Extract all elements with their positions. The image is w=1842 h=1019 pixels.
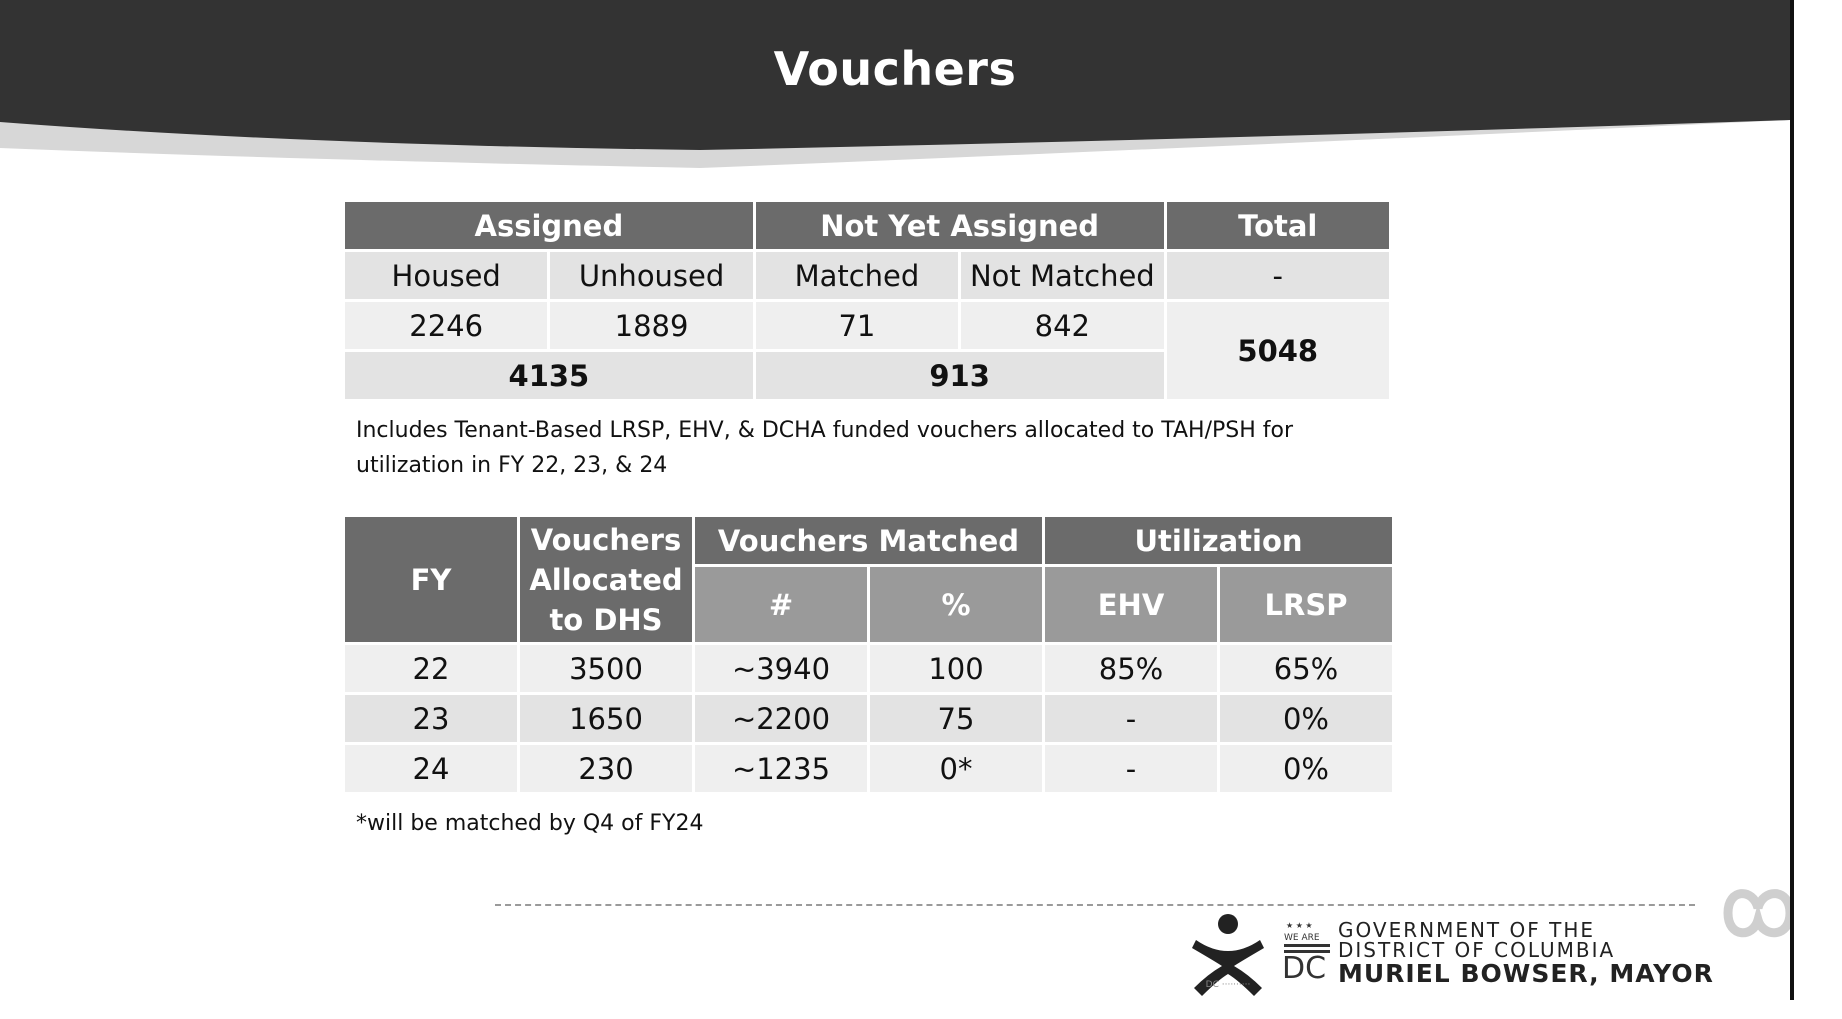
- allocated-cell: 3500: [520, 645, 692, 692]
- percent-cell: 100: [870, 645, 1042, 692]
- matched-value: 71: [756, 302, 958, 349]
- percent-cell: 0*: [870, 745, 1042, 792]
- utilization-header: Utilization: [1045, 517, 1392, 564]
- decorative-loop-icon: [1718, 878, 1790, 948]
- count-cell: ~2200: [695, 695, 867, 742]
- not-matched-value: 842: [961, 302, 1163, 349]
- allocated-cell: 1650: [520, 695, 692, 742]
- ehv-cell: -: [1045, 745, 1217, 792]
- housed-label: Housed: [345, 252, 547, 299]
- assigned-header: Assigned: [345, 202, 753, 249]
- svg-text:DC: DC: [1282, 951, 1327, 980]
- lrsp-cell: 0%: [1220, 695, 1392, 742]
- unhoused-label: Unhoused: [550, 252, 752, 299]
- count-header: #: [695, 567, 867, 642]
- housed-value: 2246: [345, 302, 547, 349]
- total-sublabel: -: [1167, 252, 1389, 299]
- table-row: [345, 645, 1392, 692]
- allocated-cell: 230: [520, 745, 692, 792]
- not-yet-assigned-header: Not Yet Assigned: [756, 202, 1164, 249]
- table-row: [345, 695, 1392, 742]
- total-header: Total: [1167, 202, 1389, 249]
- lrsp-cell: 65%: [1220, 645, 1392, 692]
- allocated-header: Vouchers Allocated to DHS: [520, 517, 692, 642]
- count-cell: ~3940: [695, 645, 867, 692]
- table1-note: Includes Tenant-Based LRSP, EHV, & DCHA funded vouchers allocated to TAH/PSH for utilization in FY 22, 23, & 24: [356, 418, 1294, 478]
- footer-divider: [495, 904, 1695, 906]
- percent-header: %: [870, 567, 1042, 642]
- gov-line-2: DISTRICT OF COLUMBIA: [1338, 938, 1616, 962]
- table2-footnote: *will be matched by Q4 of FY24: [356, 811, 704, 836]
- slide-edge: [1790, 0, 1794, 1000]
- lrsp-cell: 0%: [1220, 745, 1392, 792]
- mayor-line: MURIEL BOWSER, MAYOR: [1338, 959, 1714, 988]
- page-title: Vouchers: [773, 42, 1017, 96]
- matched-label: Matched: [756, 252, 958, 299]
- count-cell: ~1235: [695, 745, 867, 792]
- ehv-header: EHV: [1045, 567, 1217, 642]
- percent-cell: 75: [870, 695, 1042, 742]
- table-row: [345, 745, 1392, 792]
- total-value: 5048: [1167, 302, 1389, 399]
- fy-cell: 22: [345, 645, 517, 692]
- agency-logo-caption: DC ··········: [1205, 980, 1251, 990]
- ehv-cell: -: [1045, 695, 1217, 742]
- assignment-table: [342, 199, 1392, 402]
- fy-cell: 24: [345, 745, 517, 792]
- svg-text:★ ★ ★: ★ ★ ★: [1286, 921, 1313, 930]
- not-yet-assigned-subtotal: 913: [756, 352, 1164, 399]
- utilization-table: [342, 514, 1395, 795]
- vouchers-matched-header: Vouchers Matched: [695, 517, 1042, 564]
- gov-line-1: GOVERNMENT OF THE: [1338, 918, 1595, 942]
- assigned-subtotal: 4135: [345, 352, 753, 399]
- fy-cell: 23: [345, 695, 517, 742]
- government-wordmark: [1338, 920, 1714, 988]
- unhoused-value: 1889: [550, 302, 752, 349]
- svg-text:WE ARE: WE ARE: [1284, 933, 1320, 943]
- fy-header: FY: [345, 517, 517, 642]
- ehv-cell: 85%: [1045, 645, 1217, 692]
- lrsp-header: LRSP: [1220, 567, 1392, 642]
- dc-flag-badge-icon: [1282, 920, 1334, 980]
- not-matched-label: Not Matched: [961, 252, 1163, 299]
